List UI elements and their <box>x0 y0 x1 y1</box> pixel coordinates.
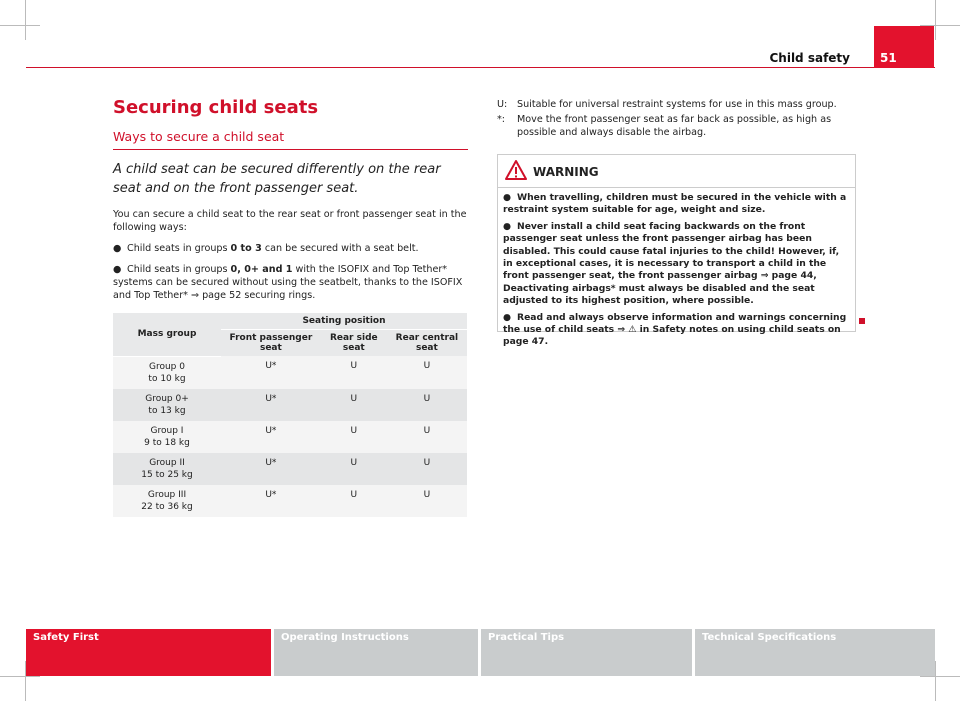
bullet-text: Child seats in groups <box>127 264 231 275</box>
table-row <box>113 453 467 485</box>
warning-box <box>497 154 856 348</box>
bullet-bold: 0 to 3 <box>230 243 262 254</box>
table-cell: U* <box>221 485 321 517</box>
body-paragraph: You can secure a child seat to the rear seat or front passenger seat in the following ways: <box>113 209 467 233</box>
intro-text: A child seat can be secured differently on the rear seat and on the front passenger seat. <box>113 162 441 196</box>
group-cell: Group II 15 to 25 kg <box>113 453 221 485</box>
section-title: Securing child seats <box>113 97 319 118</box>
warning-triangle-icon <box>505 159 527 181</box>
table-cell: U <box>387 389 467 421</box>
page-number-badge <box>874 26 934 68</box>
bullet-text: can be secured with a seat belt. <box>261 243 419 254</box>
footer-tab-label: Operating Instructions <box>281 632 409 643</box>
table-cell: U <box>387 485 467 517</box>
footer-tab-label: Safety First <box>33 632 99 643</box>
bullet-icon: ● <box>503 311 512 323</box>
bullet-bold: 0, 0+ and 1 <box>230 264 293 275</box>
bullet-icon: ● <box>503 192 512 203</box>
definition-item <box>497 98 842 111</box>
header-rule <box>26 67 935 68</box>
footer-tab-label: Practical Tips <box>488 632 565 643</box>
table-cell: U <box>321 453 387 485</box>
definition-text: Suitable for universal restraint systems for use in this mass group. <box>517 99 837 110</box>
footer-tab-technical-specifications[interactable] <box>695 629 935 676</box>
definition-item <box>497 113 842 139</box>
table-cell: U <box>321 421 387 453</box>
list-item <box>113 263 468 302</box>
chapter-title: Child safety <box>769 51 850 65</box>
table-cell: U* <box>221 389 321 421</box>
seating-table <box>113 313 467 517</box>
crop-mark <box>920 676 960 677</box>
warning-title: WARNING <box>533 165 599 179</box>
table-row <box>113 356 467 389</box>
table-row <box>113 485 467 517</box>
crop-mark <box>25 0 26 40</box>
group-cell: Group I 9 to 18 kg <box>113 421 221 453</box>
footer-tab-label: Technical Specifications <box>702 632 837 643</box>
warning-header <box>498 155 855 188</box>
list-item <box>113 242 468 255</box>
crop-mark <box>935 661 936 701</box>
warning-item: ● Never install a child seat facing backwards on the front passenger seat unless the front passenger airbag has been disabled. This could cause fatal injuries to the child! However, if, in exceptional cases, it is necessary to transport a child in the front passenger seat, the front passenger airbag ⇒ page 44, Deactivating airbags* must always be disabled and the seat adjusted to its highest position, where possible. <box>503 220 840 307</box>
table-row <box>113 389 467 421</box>
mass-group-header: Mass group <box>113 313 221 356</box>
end-of-section-icon <box>859 318 865 324</box>
definition-key: *: <box>497 114 506 125</box>
table-row <box>113 421 467 453</box>
table-cell: U <box>387 453 467 485</box>
col-header: Rear side seat <box>321 330 387 357</box>
footer-tab-safety-first[interactable] <box>26 629 271 676</box>
col-header: Rear central seat <box>387 330 467 357</box>
left-column <box>113 97 468 302</box>
group-cell: Group 0+ to 13 kg <box>113 389 221 421</box>
group-cell: Group III 22 to 36 kg <box>113 485 221 517</box>
page-number: 51 <box>880 51 897 65</box>
bullet-text: with the ISOFIX and Top Tether* systems can be secured without using the seatbelt, thanks to the ISOFIX and Top Tether* ⇒ page 52 securing rings. <box>113 264 463 301</box>
crop-mark <box>0 676 40 677</box>
table-cell: U <box>321 389 387 421</box>
warning-body <box>498 188 855 349</box>
table-cell: U* <box>221 453 321 485</box>
seating-position-header: Seating position <box>221 313 467 330</box>
warning-item: ● Read and always observe information and warnings concerning the use of child seats ⇒ ⚠ in Safety notes on using child seats on page 47. <box>503 311 847 348</box>
crop-mark <box>0 25 40 26</box>
warning-item: ● When travelling, children must be secured in the vehicle with a restraint system suitable for age, weight and size. <box>503 192 847 216</box>
definition-key: U: <box>497 99 508 110</box>
bullet-icon: ● <box>113 264 122 275</box>
footer-tab-practical-tips[interactable] <box>481 629 692 676</box>
group-cell: Group 0 to 10 kg <box>113 356 221 389</box>
table-cell: U <box>321 356 387 389</box>
section-subtitle: Ways to secure a child seat <box>113 129 468 150</box>
bullet-text: Child seats in groups <box>127 243 231 254</box>
bullet-icon: ● <box>113 243 122 254</box>
bullet-icon: ● <box>503 220 512 232</box>
table-cell: U* <box>221 356 321 389</box>
legend-definitions <box>497 98 842 141</box>
definition-text: Move the front passenger seat as far back as possible, as high as possible and always disable the airbag. <box>517 114 832 138</box>
table-cell: U <box>321 485 387 517</box>
footer-tab-operating-instructions[interactable] <box>274 629 478 676</box>
table-cell: U <box>387 421 467 453</box>
table-cell: U <box>387 356 467 389</box>
crop-mark <box>935 0 936 40</box>
table-cell: U* <box>221 421 321 453</box>
col-header: Front passenger seat <box>221 330 321 357</box>
